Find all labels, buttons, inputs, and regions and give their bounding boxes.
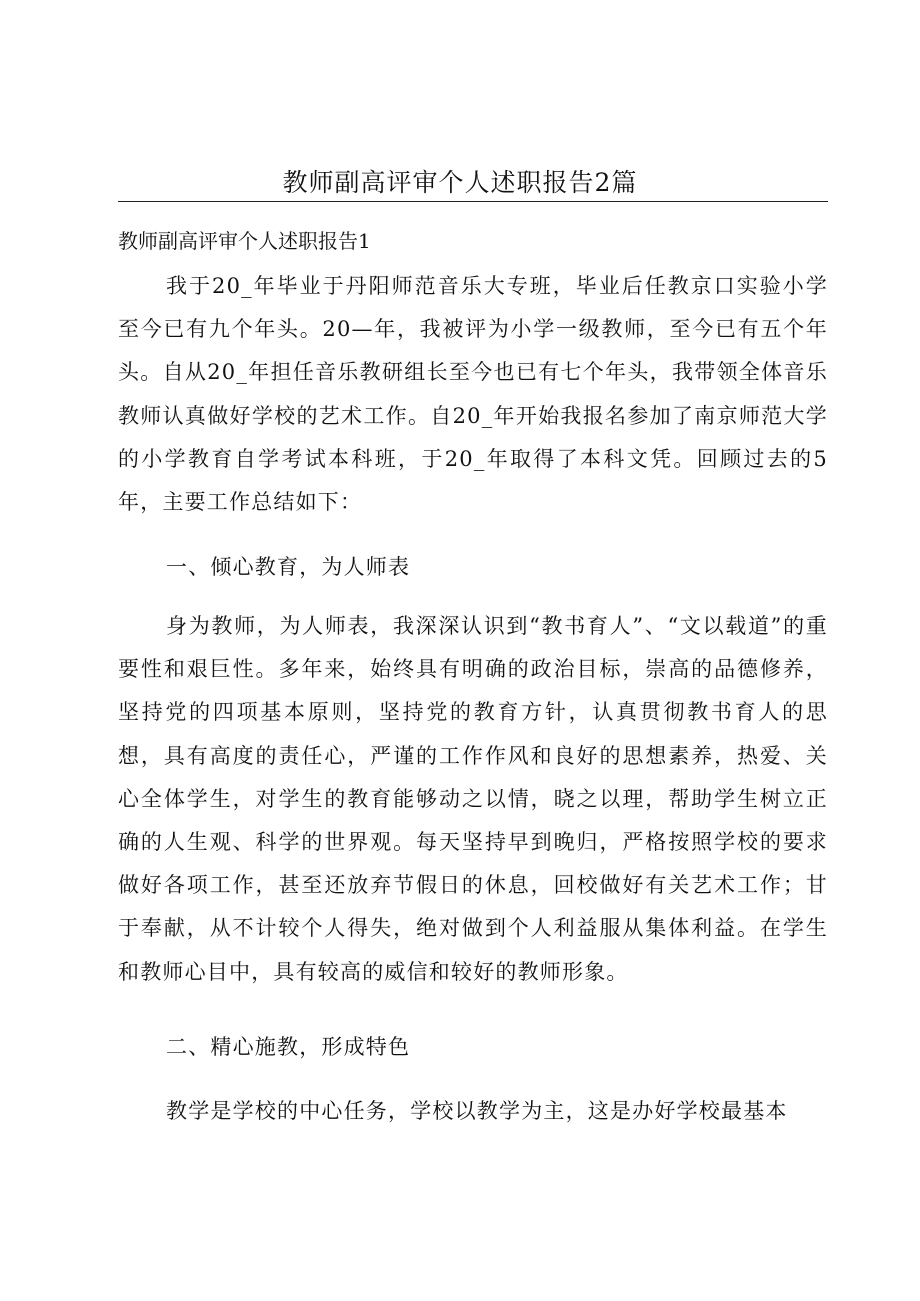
title-underline <box>118 201 828 202</box>
section-subtitle: 教师副高评审个人述职报告1 <box>118 229 371 253</box>
paragraph-intro: 我于20_年毕业于丹阳师范音乐大专班，毕业后任教京口实验小学至今已有九个年头。20—年，我被评为小学一级教师，至今已有五个年头。自从20_年担任音乐教研组长至今也已有七个年头，我带领全体音乐教师认真做好学校的艺术工作。自20_年开始我报名参加了南京师范大学的小学教育自学考试本科班，于20_年取得了本科文凭。回顾过去的5年，主要工作总结如下： <box>118 274 828 515</box>
document-title: 教师副高评审个人述职报告2篇 <box>282 168 638 197</box>
paragraph-section-2: 教学是学校的中心任务，学校以教学为主，这是办好学校最基本 <box>166 1099 788 1123</box>
section-heading-2: 二、精心施教，形成特色 <box>166 1035 411 1059</box>
section-heading-1: 一、倾心教育，为人师表 <box>166 555 411 579</box>
paragraph-section-1: 身为教师，为人师表，我深深认识到“教书育人”、“文以载道”的重要性和艰巨性。多年来，始终具有明确的政治目标，崇高的品德修养，坚持党的四项基本原则，坚持党的教育方针，认真贯彻教书育人的思想，具有高度的责任心，严谨的工作作风和良好的思想素养，热爱、关心全体学生，对学生的教育能够动之以情，晓之以理，帮助学生树立正确的人生观、科学的世界观。每天坚持早到晚归，严格按照学校的要求做好各项工作，甚至还放弃节假日的休息，回校做好有关艺术工作；甘于奉献，从不计较个人得失，绝对做到个人利益服从集体利益。在学生和教师心目中，具有较高的威信和较好的教师形象。 <box>118 614 828 984</box>
